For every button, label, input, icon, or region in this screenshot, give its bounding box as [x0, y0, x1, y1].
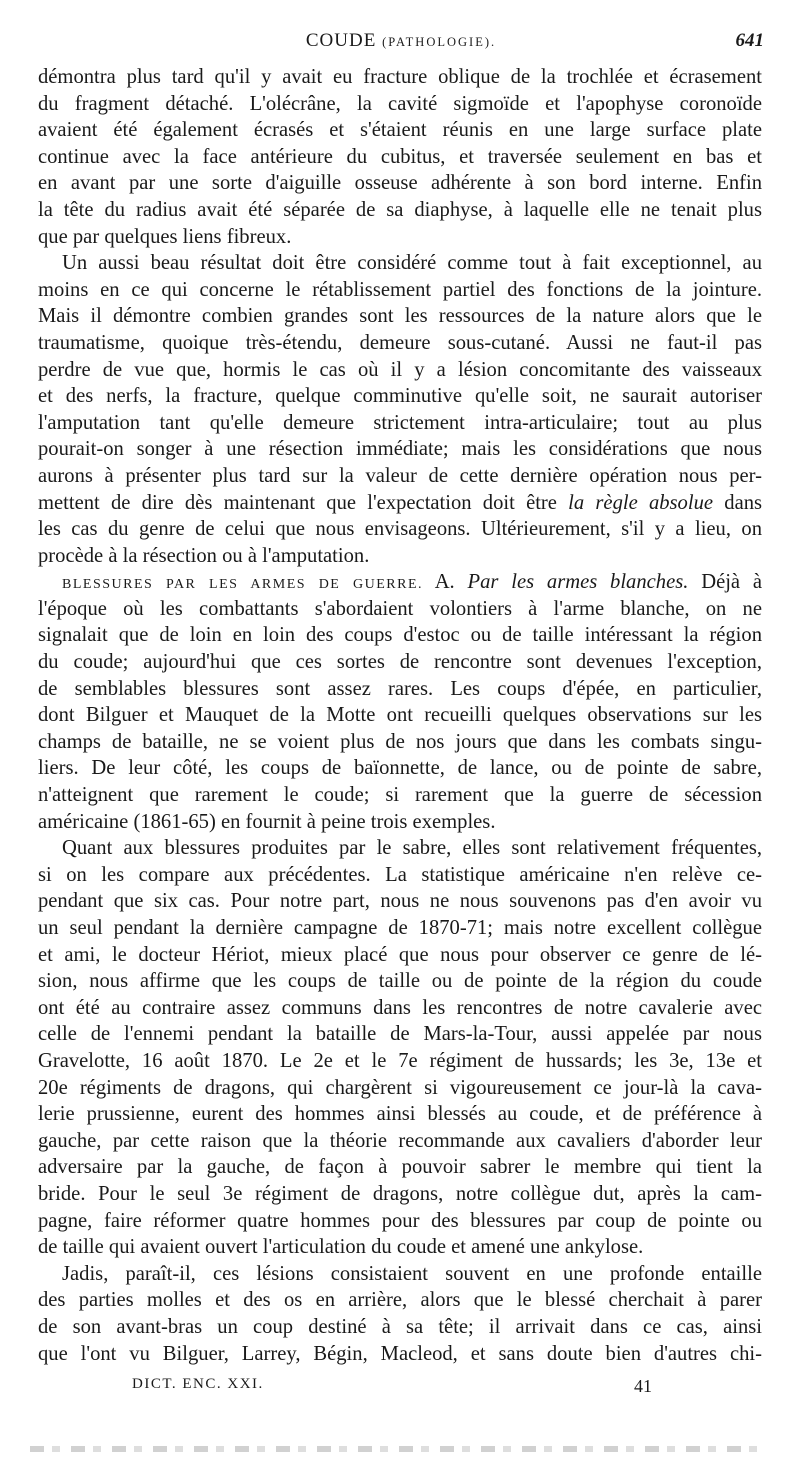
text-line: Mais il démontre combien grandes sont les ressources de la nature alors que le	[38, 305, 762, 328]
bleed-through-marks	[30, 1446, 760, 1452]
text-line: ont été au contraire assez communs dans les rencontres de notre cavalerie avec	[38, 996, 762, 1019]
text-line: de son avant-bras un coup destiné à sa tête; il arrivait dans ce cas, ainsi	[38, 1315, 762, 1338]
text-line: n'atteignent que rarement le coude; si rarement que la guerre de sécession	[38, 784, 762, 807]
section-heading-line	[38, 569, 762, 596]
text-line: Jadis, paraît-il, ces lésions consistaient souvent en une profonde entaille	[62, 1262, 762, 1285]
text-line: lerie prussienne, eurent des hommes ainsi blessés au coude, et de préférence à	[38, 1103, 762, 1126]
text-line: Quant aux blessures produites par le sabre, elles sont relativement fréquentes,	[62, 837, 762, 860]
text-line: bride. Pour le seul 3e régiment de dragons, notre collègue dut, après la cam-	[38, 1182, 762, 1205]
text-line: et des nerfs, la fracture, quelque comminutive qu'elle soit, ne saurait autoriser	[38, 385, 762, 408]
text-segment: mettent de dire dès maintenant que l'expectation doit être	[38, 491, 557, 514]
text-line: l'amputation tant qu'elle demeure strictement intra-articulaire; tout au plus	[38, 411, 762, 434]
text-line: des parties molles et des os en arrière, alors que le blessé cherchait à parer	[38, 1289, 762, 1312]
text-line: liers. De leur côté, les coups de baïonnette, de lance, ou de pointe de sabre,	[38, 757, 762, 780]
text-line: du coude; aujourd'hui que ces sortes de rencontre sont devenues l'exception,	[38, 651, 762, 674]
text-line: américaine (1861-65) en fournit à peine trois exemples.	[38, 810, 496, 833]
text-line: en avant par une sorte d'aiguille osseuse adhérente à son bord interne. Enfin	[38, 172, 762, 195]
text-line: l'époque où les combattants s'abordaient volontiers à l'arme blanche, on ne	[38, 597, 762, 620]
section-heading: BLESSURES PAR LES ARMES DE GUERRE.	[62, 577, 424, 593]
text-line: Gravelotte, 16 août 1870. Le 2e et le 7e régiment de hussards; les 3e, 13e et	[38, 1049, 762, 1072]
text-line-with-emphasis	[38, 490, 762, 517]
printer-signature: DICT. ENC. XXI.	[132, 1376, 264, 1392]
text-line: avaient été également écrasés et s'étaient réunis en une large surface plate	[38, 119, 762, 142]
text-line: du fragment détaché. L'olécrâne, la cavité sigmoïde et l'apophyse coronoïde	[38, 92, 762, 115]
text-line: que par quelques liens fibreux.	[38, 225, 292, 248]
text-line: champs de bataille, ne se voient plus de nos jours que dans les combats singu-	[38, 730, 762, 753]
text-line: les cas du genre de celui que nous envisageons. Ultérieurement, s'il y a lieu, on	[38, 518, 762, 541]
text-segment: Déjà à	[701, 571, 762, 594]
text-line: pourait-on songer à une résection immédiate; mais les considérations que nous	[38, 438, 762, 461]
text-line: que l'ont vu Bilguer, Larrey, Bégin, Macleod, et sans doute bien d'autres chi-	[38, 1342, 762, 1365]
text-segment: dans	[724, 491, 762, 514]
text-line: démontra plus tard qu'il y avait eu fracture oblique de la trochlée et écrasement	[38, 66, 762, 88]
text-line: celle de l'ennemi pendant la bataille de Mars-la-Tour, aussi appelée par nous	[38, 1023, 762, 1046]
text-line: traumatisme, quoique très-étendu, demeure sous-cutané. Aussi ne faut-il pas	[38, 331, 762, 354]
page-number: 641	[735, 30, 764, 51]
text-line: Un aussi beau résultat doit être considéré comme tout à fait exceptionnel, au	[62, 252, 762, 275]
text-line: la tête du radius avait été séparée de sa diaphyse, à laquelle elle ne tenait plus	[38, 198, 762, 221]
text-line: pendant que six cas. Pour notre part, nous ne nous souvenons pas d'en avoir vu	[38, 890, 762, 913]
emphasis-text: la règle absolue	[568, 491, 714, 514]
text-line: un seul pendant la dernière campagne de 1870-71; mais notre excellent collègue	[38, 917, 762, 939]
text-line: sion, nous affirme que les coups de taille ou de pointe de la région du coude	[38, 970, 762, 993]
text-line: et ami, le docteur Hériot, mieux placé que nous pour observer ce genre de lé-	[38, 943, 762, 966]
text-line: pagne, faire réformer quatre hommes pour des blessures par coup de pointe ou	[38, 1209, 762, 1232]
text-line: 20e régiments de dragons, qui chargèrent si vigoureusement ce jour-là la cava-	[38, 1076, 762, 1099]
text-line: dont Bilguer et Mauquet de la Motte ont recueilli quelques observations sur les	[38, 704, 762, 727]
text-line: de semblables blessures sont assez rares. Les coups d'épée, en particulier,	[38, 677, 762, 700]
header-title: COUDE	[305, 30, 377, 51]
signature-number: 41	[634, 1376, 652, 1396]
section-letter: A.	[434, 571, 455, 594]
text-line: adversaire par la gauche, de façon à pouvoir sabrer le membre qui tient la	[38, 1156, 762, 1179]
header-subtitle: (PATHOLOGIE).	[382, 35, 497, 49]
body-text	[38, 64, 762, 1367]
text-line: perdre de vue que, hormis le cas où il y a lésion concomitante des vaisseaux	[38, 358, 762, 381]
text-line: procède à la résection ou à l'amputation.	[38, 544, 370, 567]
text-line: gauche, par cette raison que la théorie recommande aux cavaliers d'aborder leur	[38, 1129, 762, 1152]
running-head	[38, 30, 764, 56]
text-line: moins en ce qui concerne le rétablissement partiel des fonctions de la jointure.	[38, 278, 762, 301]
text-line: continue avec la face antérieure du cubitus, et traversée seulement en bas et	[38, 145, 762, 168]
page-footer	[0, 1376, 800, 1400]
text-line: signalait que de loin en loin des coups d'estoc ou de taille intéressant la région	[38, 624, 762, 647]
text-line: de taille qui avaient ouvert l'articulation du coude et amené une ankylose.	[38, 1236, 644, 1259]
section-title: Par les armes blanches.	[467, 571, 689, 594]
running-title	[38, 30, 764, 52]
text-line: aurons à présenter plus tard sur la valeur de cette dernière opération nous per-	[38, 464, 762, 487]
text-line: si on les compare aux précédentes. La statistique américaine n'en relève ce-	[38, 863, 762, 886]
